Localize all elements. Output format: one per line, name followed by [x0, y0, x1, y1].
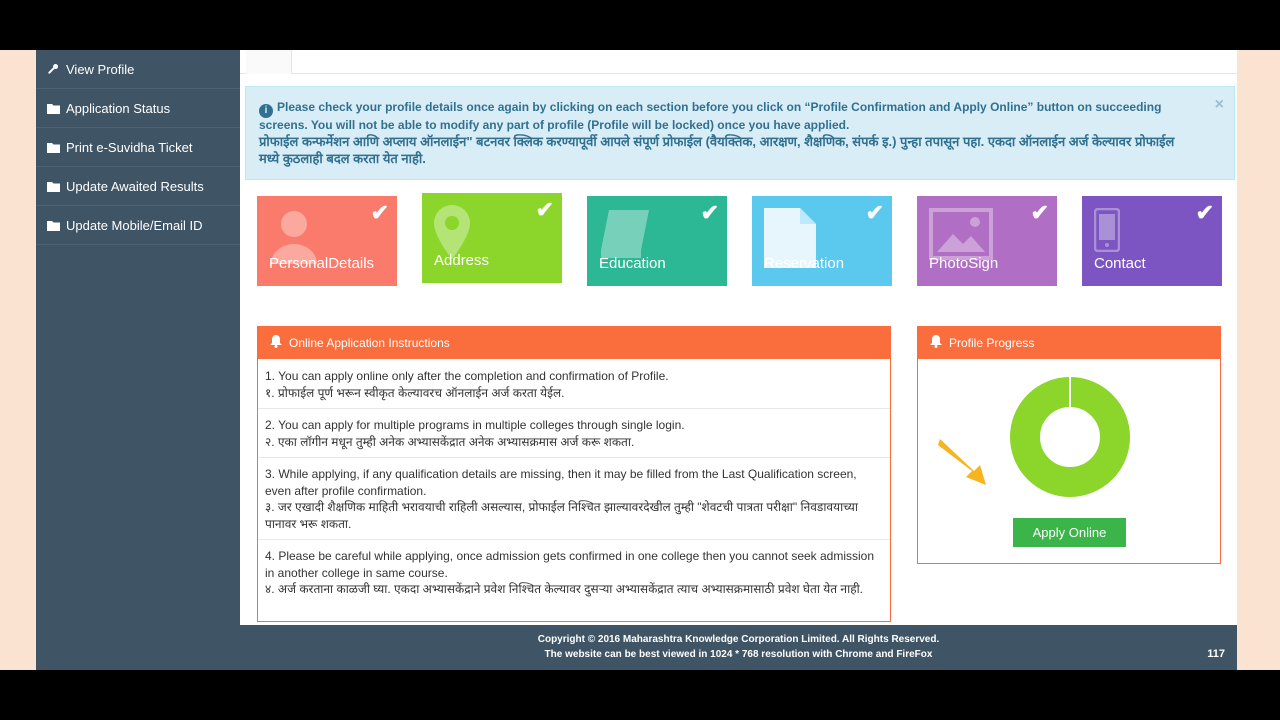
instruction-en: 3. While applying, if any qualification details are missing, then it may be filled from the Last Qualification screen, even after profile confirmation. — [265, 467, 857, 498]
instruction-row — [258, 360, 890, 409]
folder-icon — [42, 220, 64, 231]
tile-label: PhotoSign — [929, 255, 999, 272]
check-icon: ✔ — [370, 200, 389, 225]
check-icon: ✔ — [700, 200, 719, 225]
info-icon: i — [259, 104, 273, 118]
bell-icon — [269, 334, 283, 351]
tile-photo-sign[interactable] — [917, 196, 1057, 286]
check-icon: ✔ — [535, 197, 554, 222]
apply-online-button[interactable]: Apply Online — [1013, 518, 1126, 547]
tile-label: Reservation — [764, 255, 845, 272]
sidebar-item-update-results[interactable] — [36, 167, 240, 206]
sidebar — [36, 50, 240, 670]
profile-alert — [245, 86, 1235, 180]
check-icon: ✔ — [1030, 200, 1049, 225]
folder-icon — [42, 142, 64, 153]
check-icon: ✔ — [1195, 200, 1214, 225]
alert-text-mr: प्रोफाईल कन्फर्मेशन आणि अप्लाय ऑनलाईन" बटनवर क्लिक करण्यापूर्वी आपले संपूर्ण प्रोफाईल (वैयक्तिक, आरक्षण, शैक्षणिक, संपर्क इ.) पुन्हा तपासून पहा. एकदा ऑनलाईन अर्ज केल्यावर प्रोफाईल मध्ये कुठलाही बदल करता येत नाही. — [259, 134, 1175, 167]
top-tab-bar — [240, 50, 1237, 74]
tile-address[interactable] — [422, 193, 562, 283]
sidebar-item-label: Update Awaited Results — [66, 178, 204, 194]
tile-education[interactable] — [587, 196, 727, 286]
instruction-mr: ४. अर्ज करताना काळजी घ्या. एकदा अभ्यासकेंद्राने प्रवेश निश्चित केल्यावर दुसऱ्या अभ्यासकेंद्रात त्याच अभ्यासक्रमासाठी प्रवेश घेता येत नाही. — [265, 582, 864, 596]
sidebar-item-application-status[interactable] — [36, 89, 240, 128]
tile-label: Contact — [1094, 255, 1146, 272]
instruction-mr: १. प्रोफाईल पूर्ण भरून स्वीकृत केल्यावरच ऑनलाईन अर्ज करता येईल. — [265, 385, 565, 400]
instruction-en: 1. You can apply online only after the completion and confirmation of Profile. — [265, 369, 669, 383]
sidebar-item-update-mobile-email[interactable] — [36, 206, 240, 245]
check-icon: ✔ — [865, 200, 884, 225]
footer — [240, 625, 1237, 670]
main-content — [240, 50, 1237, 670]
bell-icon — [929, 334, 943, 351]
tile-label: Address — [434, 252, 490, 269]
arrow-icon — [932, 439, 988, 489]
instruction-row — [258, 458, 890, 540]
progress-donut-chart — [1009, 376, 1131, 498]
sidebar-item-view-profile[interactable] — [36, 50, 240, 89]
page — [36, 50, 1237, 670]
instructions-list — [258, 360, 890, 605]
instruction-row — [258, 409, 890, 458]
close-icon[interactable]: × — [1214, 96, 1224, 113]
profile-progress-panel — [917, 326, 1221, 564]
instructions-title: Online Application Instructions — [289, 335, 450, 350]
page-number: 117 — [1207, 648, 1225, 660]
instructions-header — [257, 326, 891, 359]
sidebar-item-print-ticket[interactable] — [36, 128, 240, 167]
mobile-icon — [1094, 208, 1120, 257]
instruction-mr: ३. जर एखादी शैक्षणिक माहिती भरावयाची राहिली असल्यास, प्रोफाईल निश्चित झाल्यावरदेखील तुम्ही "शेवटची पात्रता परीक्षा" निवडावयाच्या पानावर भरू शकता. — [265, 500, 858, 531]
tile-label: Education — [599, 255, 666, 272]
alert-text-en: Please check your profile details once again by clicking on each section before you click on “Profile Confirmation and Apply Online” button on succeeding screens. You will not be able to modify any part of profile (Profile will be locked) once you have applied. — [259, 100, 1162, 132]
tile-contact[interactable] — [1082, 196, 1222, 286]
sidebar-item-label: Update Mobile/Email ID — [66, 217, 203, 233]
folder-icon — [42, 181, 64, 192]
wrench-icon — [42, 63, 64, 75]
progress-title: Profile Progress — [949, 335, 1035, 350]
instruction-row — [258, 540, 890, 605]
footer-browser-note: The website can be best viewed in 1024 * 768 resolution with Chrome and FireFox — [544, 649, 933, 660]
folder-icon — [42, 103, 64, 114]
footer-copyright: Copyright © 2016 Maharashtra Knowledge Corporation Limited. All Rights Reserved. — [537, 634, 940, 645]
sidebar-item-label: Print e-Suvidha Ticket — [66, 139, 193, 155]
progress-header — [917, 326, 1221, 359]
tab-stub[interactable] — [246, 50, 292, 74]
instruction-mr: २. एका लॉगीन मधून तुम्ही अनेक अभ्यासकेंद्रात अनेक अभ्यासक्रमास अर्ज करू शकता. — [265, 434, 635, 449]
tile-reservation[interactable] — [752, 196, 892, 286]
screen-frame — [0, 50, 1280, 670]
instruction-en: 2. You can apply for multiple programs in multiple colleges through single login. — [265, 418, 685, 432]
sidebar-item-label: View Profile — [66, 61, 135, 77]
tile-label: PersonalDetails — [269, 255, 375, 272]
instruction-en: 4. Please be careful while applying, once admission gets confirmed in one college then you cannot seek admission in another college in same course. — [265, 549, 875, 580]
sidebar-item-label: Application Status — [66, 100, 171, 116]
instructions-panel — [257, 326, 891, 622]
tile-personal-details[interactable] — [257, 196, 397, 286]
